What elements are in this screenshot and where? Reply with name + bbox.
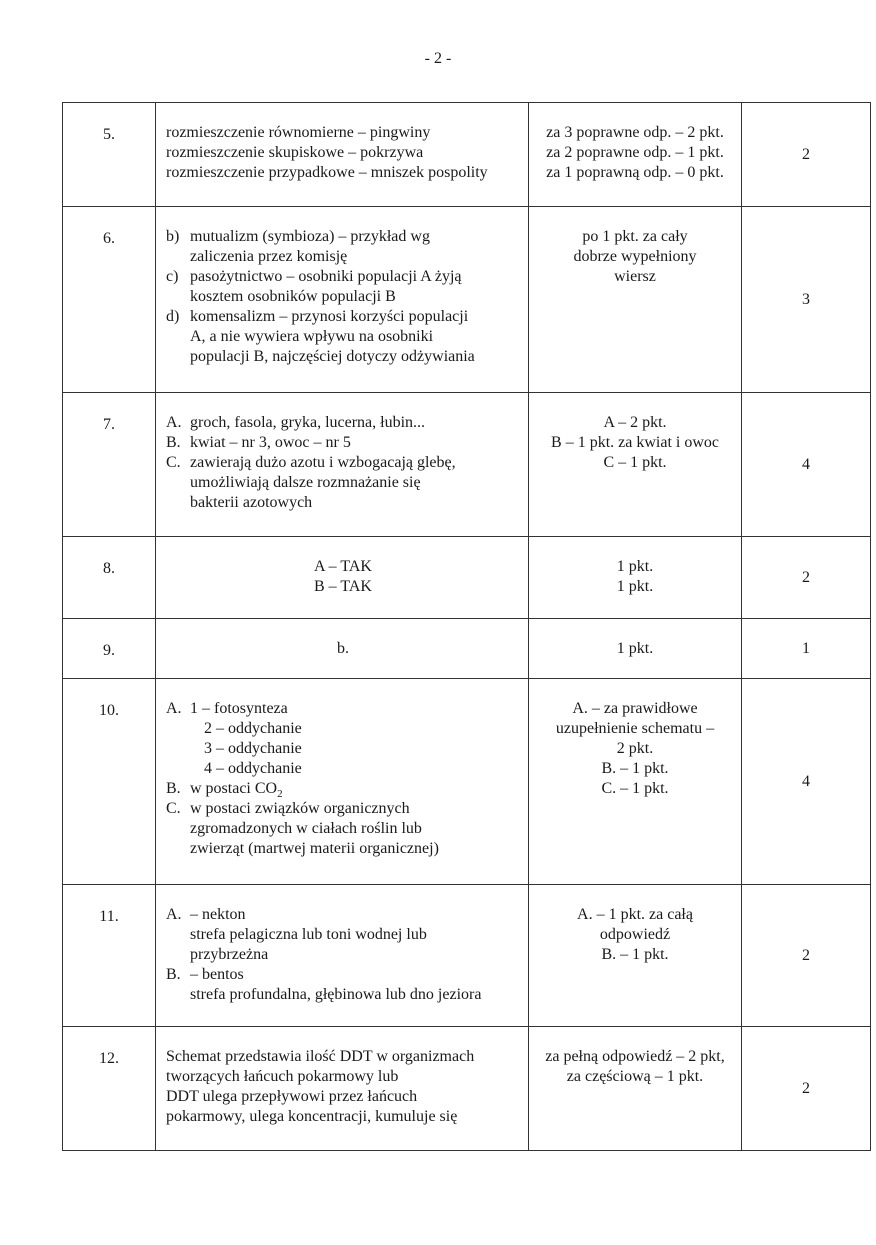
answer-cell: A. groch, fasola, gryka, lucerna, łubin... B. kwiat – nr 3, owoc – nr 5 C. zawierają dużo azotu i wzbogacają glebę, umożliwiają dalsze rozmnażanie się bakterii azotowych: [156, 393, 529, 537]
task-number: 7.: [63, 393, 156, 537]
answer-cell: b.: [156, 619, 529, 679]
task-number: 10.: [63, 679, 156, 885]
table-row: [63, 393, 871, 537]
answer-cell: A. 1 – fotosynteza 2 – oddychanie 3 – oddychanie 4 – oddychanie B. w postaci $CO_2$ C. w postaci związków organicznych zgromadzonych w ciałach roślin lub zwierząt (martwej materii organicznej): [156, 679, 529, 885]
task-number: 11.: [63, 885, 156, 1027]
answer-cell: A. – nekton strefa pelagiczna lub toni wodnej lub przybrzeżna B. – bentos strefa profundalna, głębinowa lub dno jeziora: [156, 885, 529, 1027]
answer-cell: rozmieszczenie równomierne – pingwiny rozmieszczenie skupiskowe – pokrzywa rozmieszczenie przypadkowe – mniszek pospolity: [156, 103, 529, 207]
answer-cell: b) mutualizm (symbioza) – przykład wg zaliczenia przez komisję c) pasożytnictwo – osobniki populacji A żyją kosztem osobników populacji B d) komensalizm – przynosi korzyści populacji A, a nie wywiera wpływu na osobniki populacji B, najczęściej dotyczy odżywiania: [156, 207, 529, 393]
task-number: 6.: [63, 207, 156, 393]
points-cell: 2: [742, 103, 871, 207]
answer-key-table: [62, 102, 871, 1151]
points-cell: 2: [742, 1027, 871, 1151]
table-row: [63, 885, 871, 1027]
points-cell: 1: [742, 619, 871, 679]
criteria-cell: za 3 poprawne odp. – 2 pkt. za 2 poprawne odp. – 1 pkt. za 1 poprawną odp. – 0 pkt.: [529, 103, 742, 207]
table-row: [63, 679, 871, 885]
criteria-cell: A. – 1 pkt. za całą odpowiedź B. – 1 pkt.: [529, 885, 742, 1027]
answer-cell: Schemat przedstawia ilość DDT w organizmach tworzących łańcuch pokarmowy lub DDT ulega przepływowi przez łańcuch pokarmowy, ulega koncentracji, kumuluje się: [156, 1027, 529, 1151]
task-number: 9.: [63, 619, 156, 679]
points-cell: 4: [742, 393, 871, 537]
criteria-cell: A. – za prawidłowe uzupełnienie schematu – 2 pkt. B. – 1 pkt. C. – 1 pkt.: [529, 679, 742, 885]
criteria-cell: A – 2 pkt. B – 1 pkt. za kwiat i owoc C – 1 pkt.: [529, 393, 742, 537]
criteria-cell: po 1 pkt. za cały dobrze wypełniony wiersz: [529, 207, 742, 393]
table-row: [63, 207, 871, 393]
task-number: 12.: [63, 1027, 156, 1151]
table-row: [63, 103, 871, 207]
task-number: 5.: [63, 103, 156, 207]
points-cell: 4: [742, 679, 871, 885]
table-row: [63, 619, 871, 679]
table-row: [63, 1027, 871, 1151]
criteria-cell: 1 pkt.: [529, 619, 742, 679]
criteria-cell: 1 pkt. 1 pkt.: [529, 537, 742, 619]
points-cell: 3: [742, 207, 871, 393]
page-number: - 2 -: [424, 50, 452, 67]
task-number: 8.: [63, 537, 156, 619]
table-row: [63, 537, 871, 619]
points-cell: 2: [742, 537, 871, 619]
answer-cell: A – TAK B – TAK: [156, 537, 529, 619]
points-cell: 2: [742, 885, 871, 1027]
criteria-cell: za pełną odpowiedź – 2 pkt, za częściową – 1 pkt.: [529, 1027, 742, 1151]
